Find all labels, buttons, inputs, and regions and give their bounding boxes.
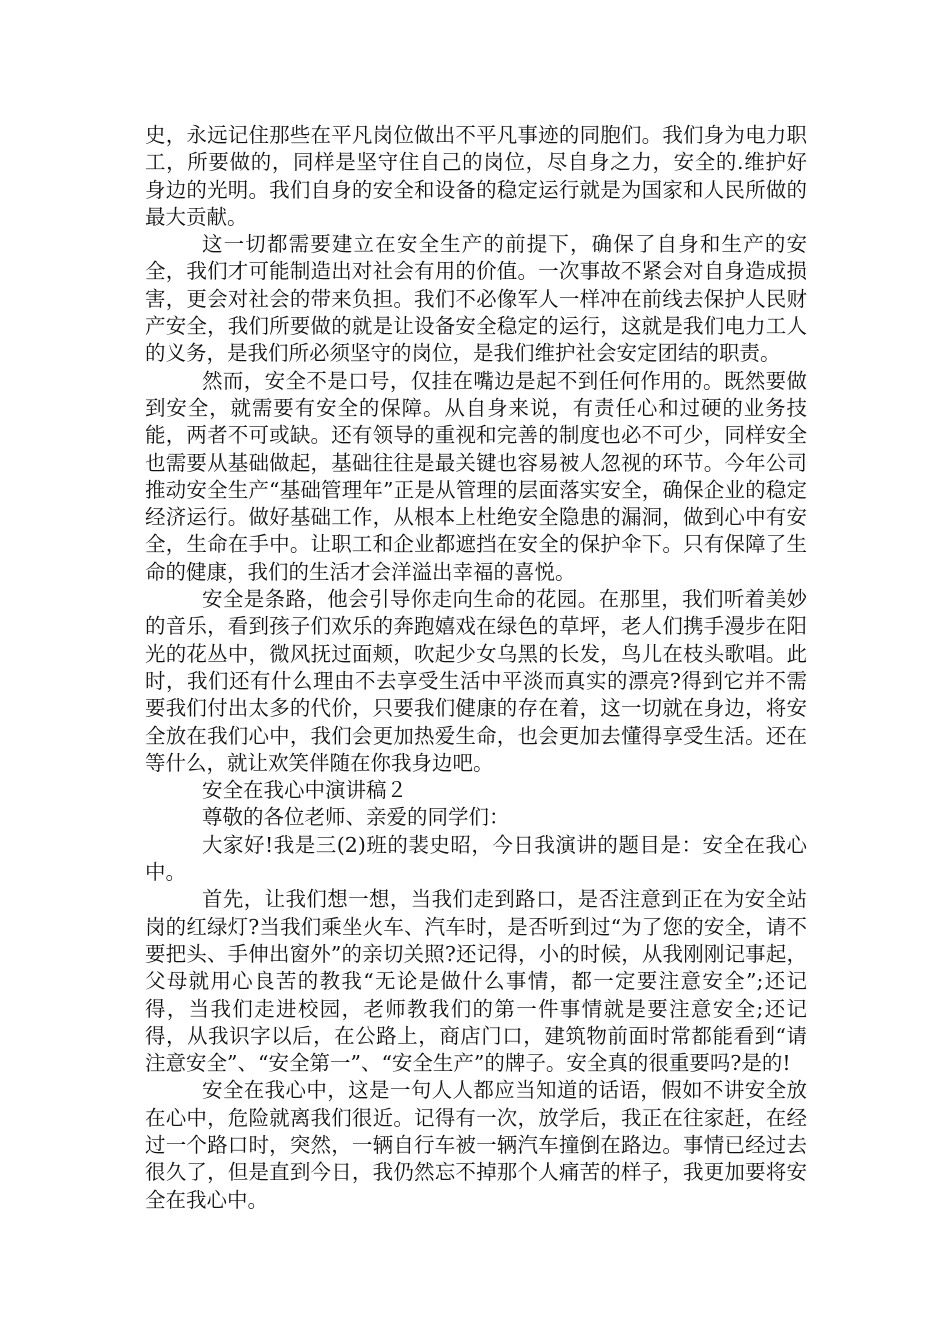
paragraph-2: 这一切都需要建立在安全生产的前提下，确保了自身和生产的安全，我们才可能制造出对社会有用的价值。一次事故不紧会对自身造成损害，更会对社会的带来负担。我们不必像军人一样冲在前线去保护人民财产安全，我们所要做的就是让设备安全稳定的运行，这就是我们电力工人的义务，是我们所必须坚守的岗位，是我们维护社会安定团结的职责。	[145, 232, 807, 366]
document-body	[145, 122, 807, 1214]
paragraph-3: 然而，安全不是口号，仅挂在嘴边是起不到任何作用的。既然要做到安全，就需要有安全的保障。从自身来说，有责任心和过硬的业务技能，两者不可或缺。还有领导的重视和完善的制度也必不可少，同样安全也需要从基础做起，基础往往是最关键也容易被人忽视的环节。今年公司推动安全生产“基础管理年”正是从管理的层面落实安全，确保企业的稳定经济运行。做好基础工作，从根本上杜绝安全隐患的漏洞，做到心中有安全，生命在手中。让职工和企业都遮挡在安全的保护伞下。只有保障了生命的健康，我们的生活才会洋溢出幸福的喜悦。	[145, 368, 807, 584]
salutation: 尊敬的各位老师、亲爱的同学们：	[202, 805, 510, 830]
paragraph-9: 安全在我心中，这是一句人人都应当知道的话语，假如不讲安全放在心中，危险就离我们很近。记得有一次，放学后，我正在往家赶，在经过一个路口时，突然，一辆自行车被一辆汽车撞倒在路边。事情已经过去很久了，但是直到今日，我仍然忘不掉那个人痛苦的样子，我更加要将安全在我心中。	[145, 1078, 807, 1212]
paragraph-8: 首先，让我们想一想，当我们走到路口，是否注意到正在为安全站岗的红绿灯?当我们乘坐火车、汽车时，是否听到过“为了您的安全，请不要把头、手伸出窗外”的亲切关照?还记得，小的时候，从我刚刚记事起，父母就用心良苦的教我“无论是做什么事情，都一定要注意安全”;还记得，当我们走进校园，老师教我们的第一件事情就是要注意安全;还记得，从我识字以后，在公路上，商店门口，建筑物前面时常都能看到“请注意安全”、“安全第一”、“安全生产”的牌子。安全真的很重要吗?是的!	[145, 887, 807, 1076]
paragraph-4: 安全是条路，他会引导你走向生命的花园。在那里，我们听着美妙的音乐，看到孩子们欢乐的奔跑嬉戏在绿色的草坪，老人们携手漫步在阳光的花丛中，微风抚过面颊，吹起少女乌黑的长发，鸟儿在枝头歌唱。此时，我们还有什么理由不去享受生活中平淡而真实的漂亮?得到它并不需要我们付出太多的代价，只要我们健康的存在着，这一切就在身边，将安全放在我们心中，我们会更加热爱生命，也会更加去懂得享受生活。还在等什么，就让欢笑伴随在你我身边吧。	[145, 587, 807, 775]
section-title: 安全在我心中演讲稿２	[202, 778, 407, 803]
paragraph-1: 史，永远记住那些在平凡岗位做出不平凡事迹的同胞们。我们身为电力职工，所要做的，同样是坚守住自己的岗位，尽自身之力，安全的.维护好身边的光明。我们自身的安全和设备的稳定运行就是为国家和人民所做的最大贡献。	[145, 123, 807, 229]
paragraph-greeting: 大家好!我是三(2)班的裴史昭，今日我演讲的题目是：安全在我心中。	[145, 832, 807, 885]
